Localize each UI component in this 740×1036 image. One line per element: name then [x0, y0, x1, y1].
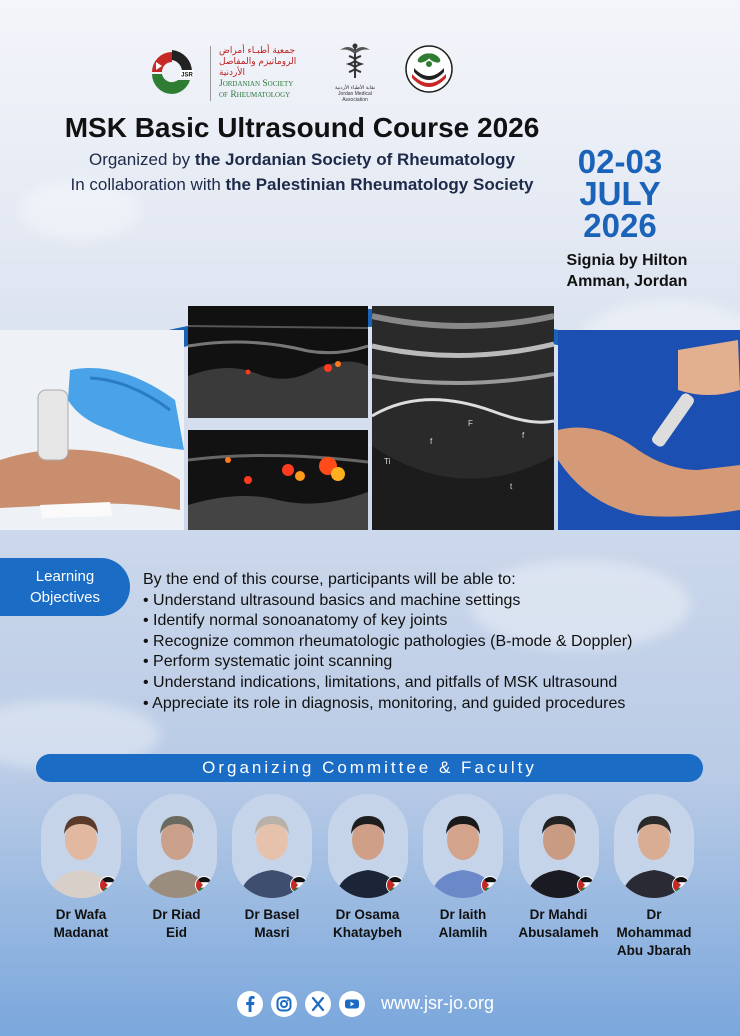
collab-prefix: In collaboration with	[70, 175, 226, 194]
date-month: JULY	[579, 175, 661, 212]
objective-item: • Understand indications, limitations, and pitfalls of MSK ultrasound	[143, 673, 618, 691]
course-title: MSK Basic Ultrasound Course 2026	[64, 112, 540, 143]
palestine-flag-icon	[481, 876, 499, 894]
faculty-name-line-1: Dr Wafa	[55, 907, 107, 922]
faculty-name-line-2: Abusalameh	[518, 925, 599, 940]
tab-line-2: Objectives	[29, 589, 101, 606]
faculty-name-line-1: Dr Basel	[244, 907, 300, 922]
date-year: 2026	[583, 207, 657, 244]
faculty-name-line-2: Alamlih	[438, 925, 488, 940]
faculty-member	[323, 794, 413, 942]
faculty-photo	[41, 794, 121, 898]
ultrasound-doppler-image	[188, 430, 368, 530]
probe-on-wrist-photo	[0, 330, 184, 530]
faculty-name	[36, 906, 126, 942]
date-days: 02-03	[577, 143, 663, 180]
jsr-wordmark	[210, 46, 319, 101]
venue-line-1: Signia by Hilton	[566, 252, 688, 269]
jsr-badge-text: JSR	[181, 72, 193, 79]
faculty-name-line-1: Dr Mohammad	[616, 907, 692, 940]
probe-on-foot-photo	[558, 330, 740, 530]
label-ti: Ti	[384, 457, 391, 466]
faculty-photo	[614, 794, 694, 898]
faculty-name-line-2: Abu Jbarah	[616, 943, 692, 958]
faculty-name-line-1: Dr Mahdi	[529, 907, 588, 922]
jordan-flag-icon	[386, 876, 404, 894]
faculty-member	[132, 794, 222, 942]
palestine-flag-icon	[290, 876, 308, 894]
objectives-list	[143, 570, 632, 714]
label-f-right: f	[522, 431, 525, 440]
faculty-name	[227, 906, 317, 942]
faculty-name-line-2: Khataybeh	[332, 925, 403, 940]
organizer-name: the Jordanian Society of Rheumatology	[194, 150, 516, 169]
faculty-member	[418, 794, 508, 942]
instagram-icon[interactable]	[271, 991, 297, 1017]
organized-prefix: Organized by	[88, 150, 195, 169]
faculty-photo	[519, 794, 599, 898]
faculty-name-line-1: Dr Osama	[335, 907, 400, 922]
collaboration-line	[0, 175, 604, 195]
venue-line-2: Amman, Jordan	[566, 273, 688, 290]
faculty-member	[36, 794, 126, 942]
faculty-name	[323, 906, 413, 942]
objective-item: • Understand ultrasound basics and machine settings	[143, 591, 521, 609]
ultrasound-image-top	[188, 306, 368, 418]
palestinian-society-logo	[404, 44, 454, 94]
faculty-member	[609, 794, 699, 960]
footer	[0, 989, 740, 1021]
faculty-name-line-2: Eid	[165, 925, 187, 940]
organized-by-line	[0, 150, 604, 170]
objective-item: • Perform systematic joint scanning	[143, 653, 393, 671]
jsr-english-line-2: of Rheumatology	[219, 90, 291, 100]
faculty-photo	[328, 794, 408, 898]
faculty-member	[514, 794, 604, 942]
jordan-flag-icon	[672, 876, 690, 894]
objective-item: • Recognize common rheumatologic pathologies (B-mode & Doppler)	[143, 632, 633, 650]
faculty-photo	[137, 794, 217, 898]
faculty-name	[514, 906, 604, 942]
label-t: t	[510, 482, 513, 491]
jordan-flag-icon	[99, 876, 117, 894]
medical-association-english: Jordan Medical Association	[338, 91, 372, 103]
faculty-photo	[232, 794, 312, 898]
objectives-intro: By the end of this course, participants will be able to:	[143, 571, 516, 588]
faculty-member	[227, 794, 317, 942]
objective-item: • Identify normal sonoanatomy of key joints	[143, 612, 448, 630]
jsr-arabic-line-2: الروماتيزم والمفاصل الأردنية	[219, 57, 297, 78]
label-f-left: f	[430, 437, 433, 446]
faculty-name-line-2: Masri	[254, 925, 290, 940]
event-date	[550, 143, 690, 244]
palestine-flag-icon	[195, 876, 213, 894]
faculty-photo	[423, 794, 503, 898]
facebook-icon[interactable]	[237, 991, 263, 1017]
jsr-arabic-line-1: جمعية أطبـاء أمراض	[219, 46, 296, 56]
medical-association-arabic: نقابة الأطباء الأردنية	[334, 85, 376, 91]
learning-objectives-tab	[0, 558, 130, 616]
jsr-logo	[148, 46, 196, 98]
faculty-name	[609, 906, 699, 960]
x-icon[interactable]	[305, 991, 331, 1017]
objective-item: • Appreciate its role in diagnosis, monitoring, and guided procedures	[143, 694, 626, 712]
faculty-row	[36, 794, 716, 958]
faculty-name-line-1: Dr laith	[439, 907, 487, 922]
website-link[interactable]: www.jsr-jo.org	[381, 993, 495, 1013]
caduceus-icon	[338, 42, 372, 80]
youtube-icon[interactable]	[339, 991, 365, 1017]
faculty-name	[418, 906, 508, 942]
label-F: F	[468, 419, 473, 428]
collaborator-name: the Palestinian Rheumatology Society	[225, 175, 534, 194]
faculty-name-line-2: Madanat	[53, 925, 109, 940]
palestine-flag-icon	[577, 876, 595, 894]
medical-association-logo	[330, 42, 380, 102]
committee-heading: Organizing Committee & Faculty	[36, 754, 703, 782]
logo-bar	[0, 42, 740, 102]
ultrasound-greyscale-image	[372, 306, 554, 530]
tab-line-1: Learning	[35, 568, 95, 585]
jsr-english-line-1: Jordanian Society	[219, 79, 294, 89]
faculty-name	[132, 906, 222, 942]
faculty-name-line-1: Dr Riad	[152, 907, 201, 922]
